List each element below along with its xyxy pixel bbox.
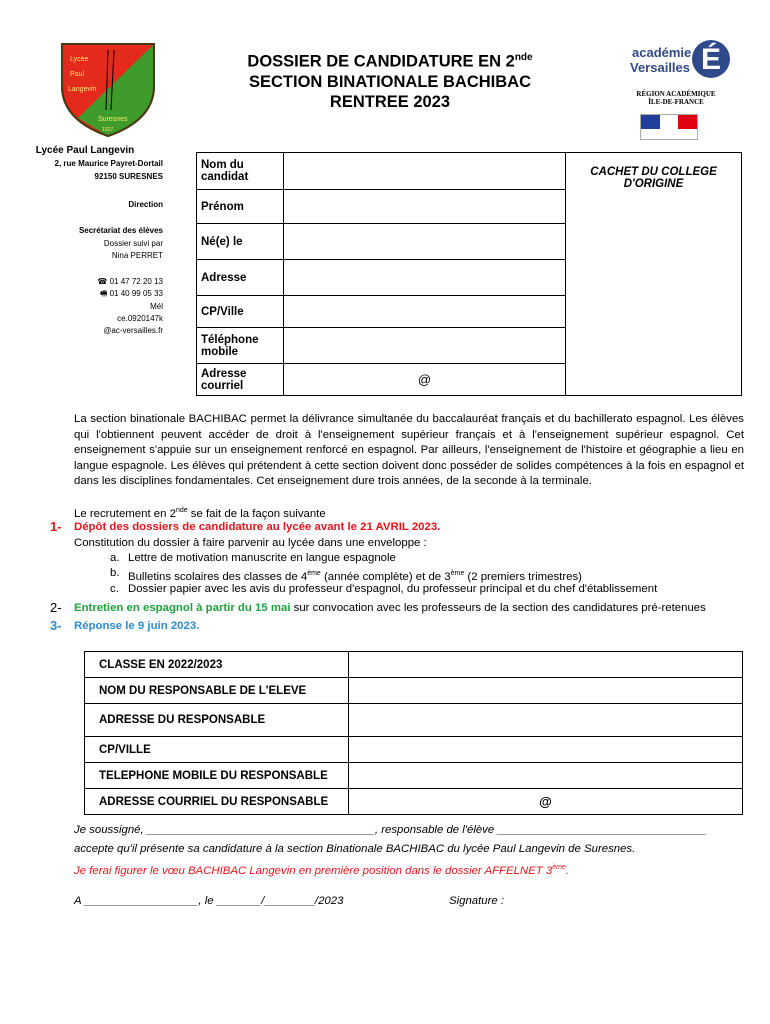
label-telephone: Téléphone mobile <box>197 328 284 364</box>
step1-text: Dépôt des dossiers de candidature au lycée avant le 21 AVRIL 2023. <box>74 521 441 533</box>
sub-a-letter: a. <box>110 552 120 564</box>
resp-label-adresse: ADRESSE DU RESPONSABLE <box>85 704 349 737</box>
declaration-line1-b: , responsable de l'élève <box>374 824 498 836</box>
resp-field-courriel[interactable]: @ <box>349 789 743 815</box>
step3-text: Réponse le 9 juin 2023. <box>74 620 200 632</box>
school-name: Lycée Paul Langevin <box>35 145 135 156</box>
recruitment-intro-sup: nde <box>175 507 188 514</box>
declaration-blank-1[interactable]: ____________________________________ <box>146 824 375 836</box>
school-address-1: 2, rue Maurice Payret-Dortail <box>54 159 163 168</box>
logo-text-3: Langevin <box>68 86 97 93</box>
academie-e-badge: É <box>692 40 730 78</box>
title-sup: nde <box>514 52 533 63</box>
signature-label: Signature : <box>449 895 505 907</box>
step2-number: 2- <box>50 600 62 615</box>
declaration-line3-b: . <box>565 864 569 877</box>
sub-b-2: (année complète) et de 3 <box>320 570 451 583</box>
logo-text-4: Suresnes <box>98 116 128 123</box>
resp-field-adresse[interactable] <box>349 704 743 737</box>
step2-rest: sur convocation avec les professeurs de la section des candidatures pré-retenues <box>290 602 706 614</box>
region-line-1: RÉGION ACADÉMIQUE <box>636 90 716 98</box>
sub-c-letter: c. <box>110 583 119 595</box>
declaration-line3-a: Je ferai figurer le vœu BACHIBAC Langevin en première position dans le dossier AFFELNET 3 <box>74 864 553 877</box>
declaration-blank-2[interactable]: _________________________________ <box>497 824 707 836</box>
declaration-line3-sup: ème <box>552 864 566 871</box>
logo-text-5: 1927 <box>102 127 114 133</box>
resp-label-courriel: ADRESSE COURRIEL DU RESPONSABLE <box>85 789 349 815</box>
label-cp-ville: CP/Ville <box>197 296 284 328</box>
school-address-2: 92150 SURESNES <box>94 172 163 181</box>
logo-text-2: Paul <box>70 71 85 78</box>
label-nom: Nom du candidat <box>197 153 284 190</box>
intro-paragraph: La section binationale BACHIBAC permet la délivrance simultanée du baccalauréat français et du bachillerato espagnol. Les élèves qui l'obtiennent peuvent accéder de droit à l'enseignement supérieur français et à l'enseignement supérieur espagnol. Cet enseignement s'appuie sur un enseignement renforcé en espagnol. Par ailleurs, l'enseignement de l'histoire et géographie a lieu en langue espagnole. Les élèves qui prétendent à cette section doivent donc posséder de solides compétences à la fois en espagnol et dans les disciplines fondamentales. Cet enseignement dure trois années, de la seconde à la terminale. <box>74 413 744 487</box>
email-part-2: @ac-versailles.fr <box>103 326 163 335</box>
region-line-2: ÎLE-DE-FRANCE <box>648 98 704 106</box>
field-cp-ville[interactable] <box>284 296 566 328</box>
label-naissance: Né(e) le <box>197 224 284 260</box>
title-line1: DOSSIER DE CANDIDATURE EN 2 <box>247 52 515 71</box>
resp-label-classe: CLASSE EN 2022/2023 <box>85 652 349 678</box>
sub-b-3: (2 premiers trimestres) <box>464 570 582 583</box>
candidate-form-table <box>196 152 742 396</box>
field-telephone[interactable] <box>284 328 566 364</box>
title-line2: SECTION BINATIONALE BACHIBAC <box>248 72 532 91</box>
field-prenom[interactable] <box>284 190 566 224</box>
college-stamp-box <box>566 153 742 396</box>
sub-a-text: Lettre de motivation manuscrite en langue espagnole <box>128 552 396 564</box>
responsable-form-table <box>84 651 743 815</box>
logo-text-1: Lycée <box>70 56 89 63</box>
resp-label-cp-ville: CP/VILLE <box>85 737 349 763</box>
mel-label: Mél <box>150 302 163 311</box>
declaration-line1-a: Je soussigné, <box>74 824 147 836</box>
step1-number: 1- <box>50 519 62 534</box>
label-adresse: Adresse <box>197 260 284 296</box>
step2-text <box>74 601 706 617</box>
sub-b-letter: b. <box>110 567 120 579</box>
resp-field-nom[interactable] <box>349 678 743 704</box>
declaration-line-1 <box>74 821 706 840</box>
label-prenom: Prénom <box>197 190 284 224</box>
title-line3: RENTREE 2023 <box>329 92 451 111</box>
fax-number: 🖷 01 40 99 05 33 <box>99 289 163 298</box>
secretariat-label: Secrétariat des élèves <box>78 226 163 235</box>
place-date-line[interactable]: A __________________, le _______/________/2023 <box>74 895 344 907</box>
declaration-line-2: accepte qu'il présente sa candidature à la section Binationale BACHIBAC du lycée Paul Langevin de Suresnes. <box>74 843 636 855</box>
sub-c-text: Dossier papier avec les avis du professeur d'espagnol, du professeur principal et du chef d'établissement <box>128 583 658 595</box>
label-courriel: Adresse courriel <box>197 364 284 396</box>
constitution-text: Constitution du dossier à faire parvenir au lycée dans une enveloppe : <box>74 537 427 549</box>
sub-b-sup2: ème <box>450 570 465 577</box>
field-adresse[interactable] <box>284 260 566 296</box>
step3-number: 3- <box>50 618 62 633</box>
academie-name-1: académie <box>632 45 692 60</box>
sub-b-1: Bulletins scolaires des classes de 4 <box>128 570 308 583</box>
email-part-1: ce.0920147k <box>117 314 163 323</box>
direction-label: Direction <box>128 200 163 209</box>
resp-field-cp-ville[interactable] <box>349 737 743 763</box>
resp-label-telephone: TELEPHONE MOBILE DU RESPONSABLE <box>85 763 349 789</box>
field-courriel[interactable]: @ <box>284 364 566 396</box>
resp-label-nom: NOM DU RESPONSABLE DE L'ELEVE <box>85 678 349 704</box>
recruitment-intro-b: se fait de la façon suivante <box>187 507 326 520</box>
phone-number: ☎ 01 47 72 20 13 <box>97 277 163 286</box>
stamp-label: CACHET DU COLLEGE D'ORIGINE <box>590 166 717 190</box>
contact-name: Nina PERRET <box>111 251 163 260</box>
sub-b-sup1: ème <box>307 570 321 577</box>
resp-field-classe[interactable] <box>349 652 743 678</box>
document-title <box>190 48 590 112</box>
step2-green: Entretien en espagnol à partir du 15 mai <box>74 602 291 614</box>
field-naissance[interactable] <box>284 224 566 260</box>
academie-name-2: Versailles <box>630 60 690 75</box>
recruitment-intro-a: Le recrutement en 2 <box>74 507 176 520</box>
academie-logo <box>610 28 750 146</box>
school-logo <box>58 40 158 138</box>
resp-field-telephone[interactable] <box>349 763 743 789</box>
declaration-line-3 <box>74 858 569 881</box>
dossier-suivi-label: Dossier suivi par <box>103 239 163 248</box>
marianne-flag-icon <box>640 114 698 140</box>
field-nom[interactable] <box>284 153 566 190</box>
